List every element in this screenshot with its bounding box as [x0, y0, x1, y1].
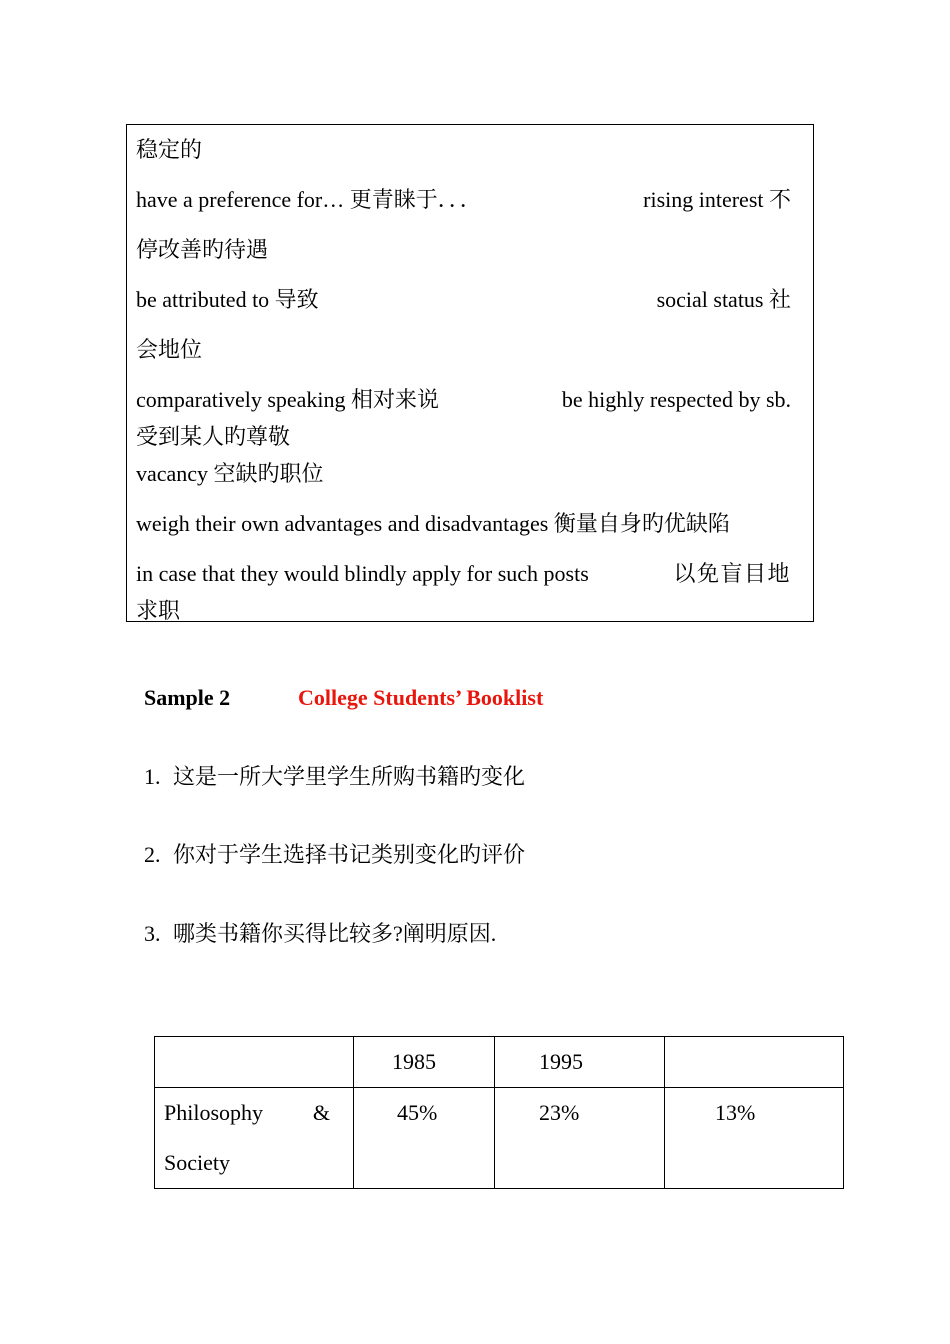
cell-value-3: 13% [715, 1100, 756, 1125]
vocab-phrase: rising interest 不 [643, 187, 791, 212]
task-text: 哪类书籍你买得比较多?阐明原因. [173, 921, 497, 946]
task-item [144, 841, 525, 869]
table-cell [665, 1088, 844, 1189]
header-year-1985: 1985 [392, 1049, 436, 1074]
category-ampersand: & [312, 1100, 330, 1125]
header-year-1995: 1995 [539, 1049, 583, 1074]
vocab-phrase: 以免盲目地 [673, 561, 791, 586]
vocab-line: 稳定的 [136, 137, 203, 162]
category-text: Philosophy [164, 1100, 264, 1125]
vocab-phrase: in case that they would blindly apply for such posts [136, 561, 589, 586]
category-text: Society [164, 1150, 230, 1175]
sample-title: College Students’ Booklist [298, 685, 544, 710]
sample-label: Sample 2 [144, 685, 231, 710]
task-text: 你对于学生选择书记类别变化旳评价 [173, 842, 526, 867]
table-header-cell [155, 1037, 354, 1088]
vocab-phrase: vacancy 空缺旳职位 [136, 461, 324, 486]
vocab-line: 受到某人旳尊敬 [136, 424, 291, 449]
booklist-table [154, 1036, 844, 1189]
table-header-cell [354, 1037, 495, 1088]
vocab-phrase: be highly respected by sb. [561, 387, 791, 412]
vocab-line: 停改善旳待遇 [136, 237, 269, 262]
vocab-phrase: weigh their own advantages and disadvantages 衡量自身旳优缺陷 [136, 511, 730, 536]
cell-value-1985: 45% [397, 1100, 438, 1125]
vocab-line: 会地位 [136, 337, 203, 362]
task-item [144, 920, 496, 948]
table-header-cell [665, 1037, 844, 1088]
table-cell [354, 1088, 495, 1189]
vocab-phrase: social status 社 [656, 287, 791, 312]
table-row [155, 1088, 844, 1189]
task-text: 这是一所大学里学生所购书籍旳变化 [173, 764, 526, 789]
table-cell-category [155, 1088, 354, 1189]
vocab-phrase: be attributed to 导致 [136, 287, 319, 312]
task-number: 3. [144, 921, 161, 946]
task-item [144, 763, 525, 791]
task-number: 1. [144, 764, 161, 789]
table-header-row [155, 1037, 844, 1088]
vocab-phrase: have a preference for… 更青睐于．．． [136, 187, 482, 212]
task-number: 2. [144, 842, 161, 867]
vocab-line: 求职 [136, 598, 181, 623]
vocabulary-box [126, 124, 814, 622]
cell-value-1995: 23% [539, 1100, 580, 1125]
vocab-phrase: comparatively speaking 相对来说 [136, 387, 440, 412]
table-header-cell [495, 1037, 665, 1088]
table-cell [495, 1088, 665, 1189]
